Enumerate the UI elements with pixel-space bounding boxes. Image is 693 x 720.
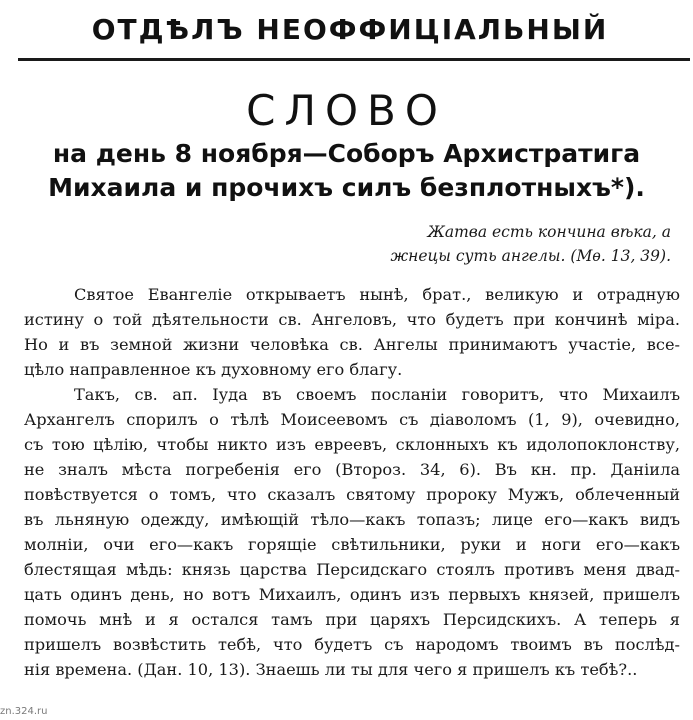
body-line: повѣствуется о томъ, что сказалъ святому пророку Мужъ, облеченный [24,485,680,504]
epigraph-line-1: Жатва есть кончина вѣка, а [427,223,671,241]
body-line: пришелъ возвѣстить тебѣ, что будетъ съ народомъ твоимъ въ послѣд- [24,635,680,654]
body-line: истину о той дѣятельности св. Ангеловъ, что будетъ при кончинѣ міра. [24,310,680,329]
body-line: Святое Евангеліе открываетъ нынѣ, брат., великую и отрадную [74,285,680,304]
body-line: цать одинъ день, но вотъ Михаилъ, одинъ изъ первыхъ князей, пришелъ [24,585,680,604]
body-line: нія времена. (Дан. 10, 13). Знаешь ли ты для чего я пришелъ къ тебѣ?.. [24,660,638,679]
watermark-stamp: zn.324.ru [0,706,48,717]
body-line: Но и въ земной жизни человѣка св. Ангелы принимаютъ участіе, все- [24,335,680,354]
sermon-heading: СЛОВО [246,86,447,135]
subtitle-line-2: Михаила и прочихъ силъ безплотныхъ*). [48,173,645,202]
section-title: ОТДѢЛЪ НЕОФФИЦІАЛЬНЫЙ [91,13,609,46]
body-line: Архангелъ спорилъ о тѣлѣ Моисеевомъ съ діаволомъ (1, 9), очевидно, [24,410,680,429]
subtitle-line-1: на день 8 ноября—Соборъ Архистратига [52,139,641,168]
body-line: молніи, очи его—какъ горящіе свѣтильники, руки и ноги его—какъ [24,535,680,554]
body-line: съ тою цѣлію, чтобы никто изъ евреевъ, склонныхъ къ идолопоклонству, [24,435,680,454]
body-line: Такъ, св. ап. Іуда въ своемъ посланіи говоритъ, что Михаилъ [74,385,680,404]
body-line: въ льняную одежду, имѣющій тѣло—какъ топазъ; лице его—какъ видъ [24,510,680,529]
body-line: цѣло направленное къ духовному его благу. [24,360,403,379]
body-line: помочь мнѣ и я остался тамъ при царяхъ Персидскихъ. А теперь я [24,610,680,629]
epigraph-line-2: жнецы суть ангелы. (Мѳ. 13, 39). [390,247,671,265]
body-line: не зналъ мѣста погребенія его (Второз. 34, 6). Въ кн. пр. Даніила [24,460,680,479]
title-rule [18,58,690,61]
body-line: блестящая мѣдь: князь царства Персидскаго стоялъ противъ меня двад- [24,560,680,579]
